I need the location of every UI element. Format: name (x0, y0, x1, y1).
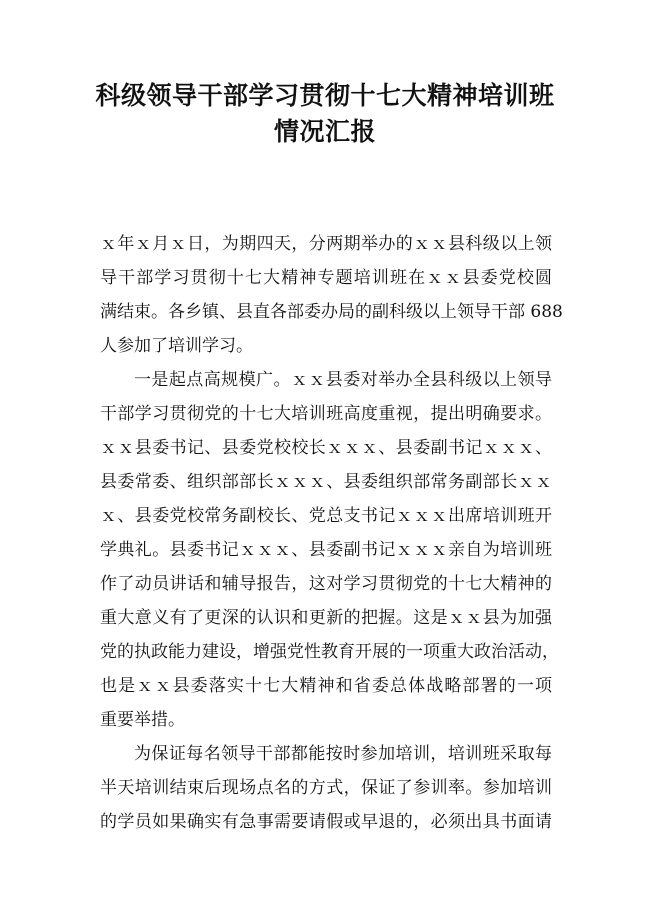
title-line-1: 科级领导干部学习贯彻十七大精神培训班 (95, 81, 555, 110)
paragraph-3-line-2: 半天培训结束后现场点名的方式，保证了参训率。参加培训 (100, 778, 552, 798)
paragraph-2-line-2: 干部学习贯彻党的十七大培训班高度重视，提出明确要求。 (100, 404, 552, 424)
paragraph-2-line-11: 重要举措。 (100, 710, 185, 730)
paragraph-1-line-4: 人参加了培训学习。 (100, 336, 253, 356)
paragraph-1-line-1: ｘ年ｘ月ｘ日，为期四天，分两期举办的ｘｘ县科级以上领 (100, 234, 552, 254)
paragraph-2-line-1: 一是起点高规模广。ｘｘ县委对举办全县科级以上领导 (134, 370, 552, 390)
paragraph-1-line-2: 导干部学习贯彻十七大精神专题培训班在ｘｘ县委党校圆 (100, 268, 552, 288)
paragraph-2-line-6: 学典礼。县委书记ｘｘｘ、县委副书记ｘｘｘ亲自为培训班 (100, 540, 552, 560)
title-line-2: 情况汇报 (273, 117, 376, 146)
paragraph-1-line-3: 满结束。各乡镇、县直各部委办局的副科级以上领导干部 688 (100, 302, 563, 322)
paragraph-3-line-1: 为保证每名领导干部都能按时参加培训，培训班采取每 (134, 744, 552, 764)
paragraph-2-line-3: ｘｘ县委书记、县委党校校长ｘｘｘ、县委副书记ｘｘｘ、 (100, 438, 552, 458)
paragraph-2-line-4: 县委常委、组织部部长ｘｘｘ、县委组织部常务副部长ｘｘ (100, 472, 552, 492)
paragraph-2-line-5: ｘ、县委党校常务副校长、党总支书记ｘｘｘ出席培训班开 (100, 506, 552, 526)
document-title (60, 78, 590, 150)
paragraph-2-line-10: 也是ｘｘ县委落实十七大精神和省委总体战略部署的一项 (100, 676, 552, 696)
paragraph-2-line-9: 党的执政能力建设，增强党性教育开展的一项重大政治活动， (100, 642, 559, 662)
document-body (100, 227, 563, 839)
paragraph-2-line-8: 重大意义有了更深的认识和更新的把握。这是ｘｘ县为加强 (100, 608, 552, 628)
paragraph-3-line-3: 的学员如果确实有急事需要请假或早退的，必须出具书面请 (100, 812, 552, 832)
paragraph-2-line-7: 作了动员讲话和辅导报告，这对学习贯彻党的十七大精神的 (100, 574, 552, 594)
